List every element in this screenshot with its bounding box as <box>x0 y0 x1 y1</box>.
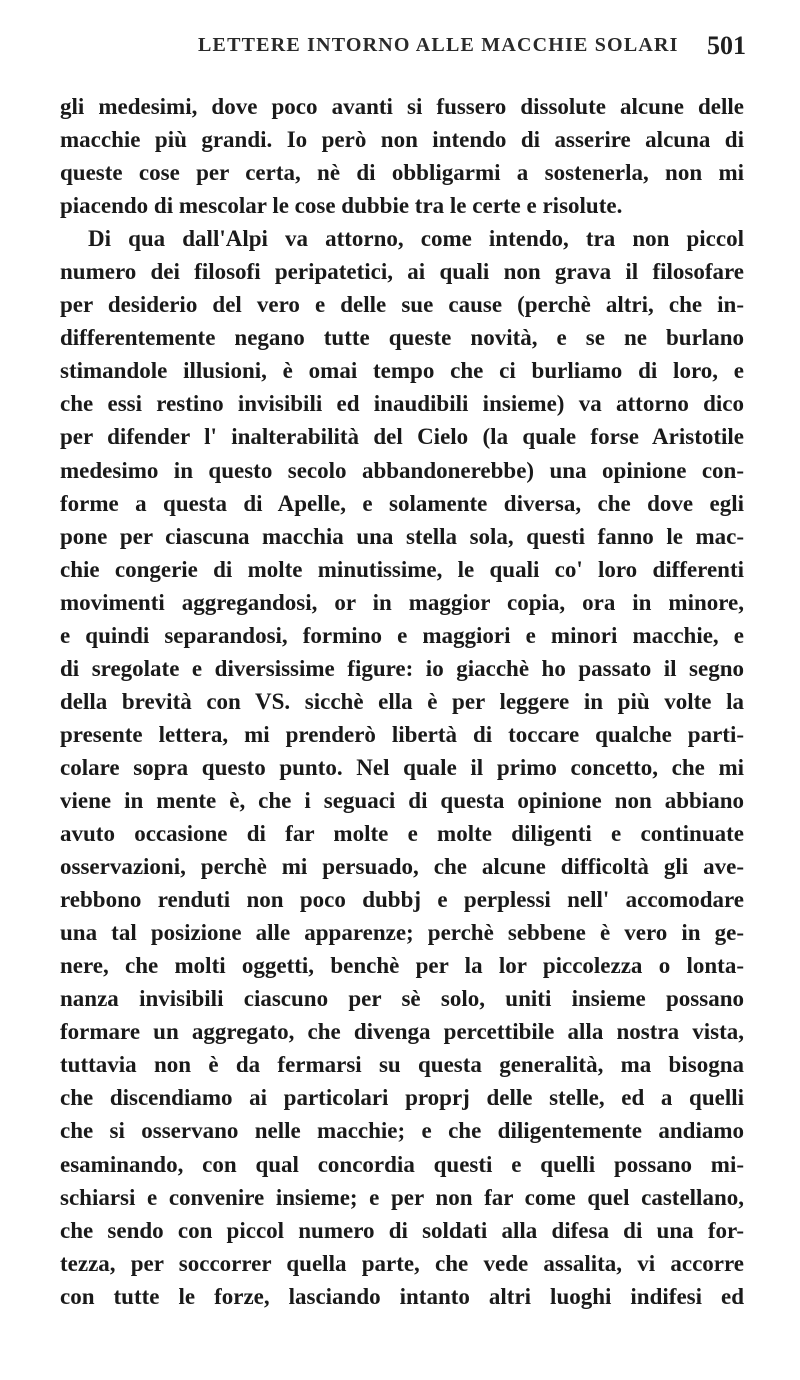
text-line: osservazioni, perchè mi persuado, che alcune difficoltà gli ave- <box>60 854 744 880</box>
text-line: rebbono renduti non poco dubbj e perplessi nell' accomodare <box>60 887 744 913</box>
text-line: forme a questa di Apelle, e solamente diversa, che dove egli <box>60 490 744 516</box>
text-line: viene in mente è, che i seguaci di questa opinione non abbiano <box>60 787 744 813</box>
text-line: per difender l' inalterabilità del Cielo (la quale forse Aristotile <box>60 424 744 450</box>
text-line: nanza invisibili ciascuno per sè solo, uniti insieme possano <box>60 986 744 1012</box>
text-line: schiarsi e convenire insieme; e per non far come quel castellano, <box>60 1184 744 1210</box>
text-line: esaminando, con qual concordia questi e quelli possano mi- <box>60 1151 744 1177</box>
text-line: piacendo di mescolar le cose dubbie tra le certe e risolute. <box>60 193 623 219</box>
text-line: stimandole illusioni, è omai tempo che ci burliamo di loro, e <box>60 358 744 384</box>
text-line: presente lettera, mi prenderò libertà di toccare qualche parti- <box>60 721 744 747</box>
text-line: tezza, per soccorrer quella parte, che vede assalita, vi accorre <box>60 1250 744 1276</box>
text-line: pone per ciascuna macchia una stella sola, questi fanno le mac- <box>60 523 744 549</box>
text-line: movimenti aggregandosi, or in maggior copia, ora in minore, <box>60 589 744 615</box>
text-line: della brevità con VS. sicchè ella è per leggere in più volte la <box>60 688 744 714</box>
page-number: 501 <box>707 31 746 60</box>
text-line: che essi restino invisibili ed inaudibili insieme) va attorno dico <box>60 391 744 417</box>
text-line: nere, che molti oggetti, benchè per la lor piccolezza o lonta- <box>60 953 744 979</box>
text-line: che si osservano nelle macchie; e che diligentemente andiamo <box>60 1118 744 1144</box>
text-line: che discendiamo ai particolari proprj delle stelle, ed a quelli <box>60 1085 744 1111</box>
text-line: che sendo con piccol numero di soldati alla difesa di una for- <box>60 1217 744 1243</box>
text-line: formare un aggregato, che divenga percettibile alla nostra vista, <box>60 1019 744 1045</box>
text-line: e quindi separandosi, formino e maggiori e minori macchie, e <box>60 622 744 648</box>
text-line: queste cose per certa, nè di obbligarmi a sostenerla, non mi <box>60 160 744 186</box>
text-line: con tutte le forze, lasciando intanto altri luoghi indifesi ed <box>60 1283 744 1309</box>
running-title: LETTERE INTORNO ALLE MACCHIE SOLARI <box>198 34 679 56</box>
running-header <box>168 31 746 74</box>
text-line: numero dei filosofi peripatetici, ai quali non grava il filosofare <box>60 259 744 285</box>
text-line: colare sopra questo punto. Nel quale il primo concetto, che mi <box>60 754 744 780</box>
text-line: avuto occasione di far molte e molte diligenti e continuate <box>60 821 744 847</box>
text-line: macchie più grandi. Io però non intendo di asserire alcuna di <box>60 127 744 153</box>
text-line: medesimo in questo secolo abbandonerebbe) una opinione con- <box>60 457 744 483</box>
text-line: gli medesimi, dove poco avanti si fussero dissolute alcune delle <box>60 94 744 119</box>
body-text <box>60 90 744 1313</box>
text-line: chie congerie di molte minutissime, le quali co' loro differenti <box>60 556 744 582</box>
text-line: Di qua dall'Alpi va attorno, come intendo, tra non piccol <box>88 226 744 252</box>
text-line: differentemente negano tutte queste novità, e se ne burlano <box>60 325 744 351</box>
text-line: di sregolate e diversissime figure: io giacchè ho passato il segno <box>60 655 744 681</box>
text-line: una tal posizione alle apparenze; perchè sebbene è vero in ge- <box>60 920 744 946</box>
text-line: tuttavia non è da fermarsi su questa generalità, ma bisogna <box>60 1052 744 1078</box>
text-line: per desiderio del vero e delle sue cause (perchè altri, che in- <box>60 292 744 318</box>
